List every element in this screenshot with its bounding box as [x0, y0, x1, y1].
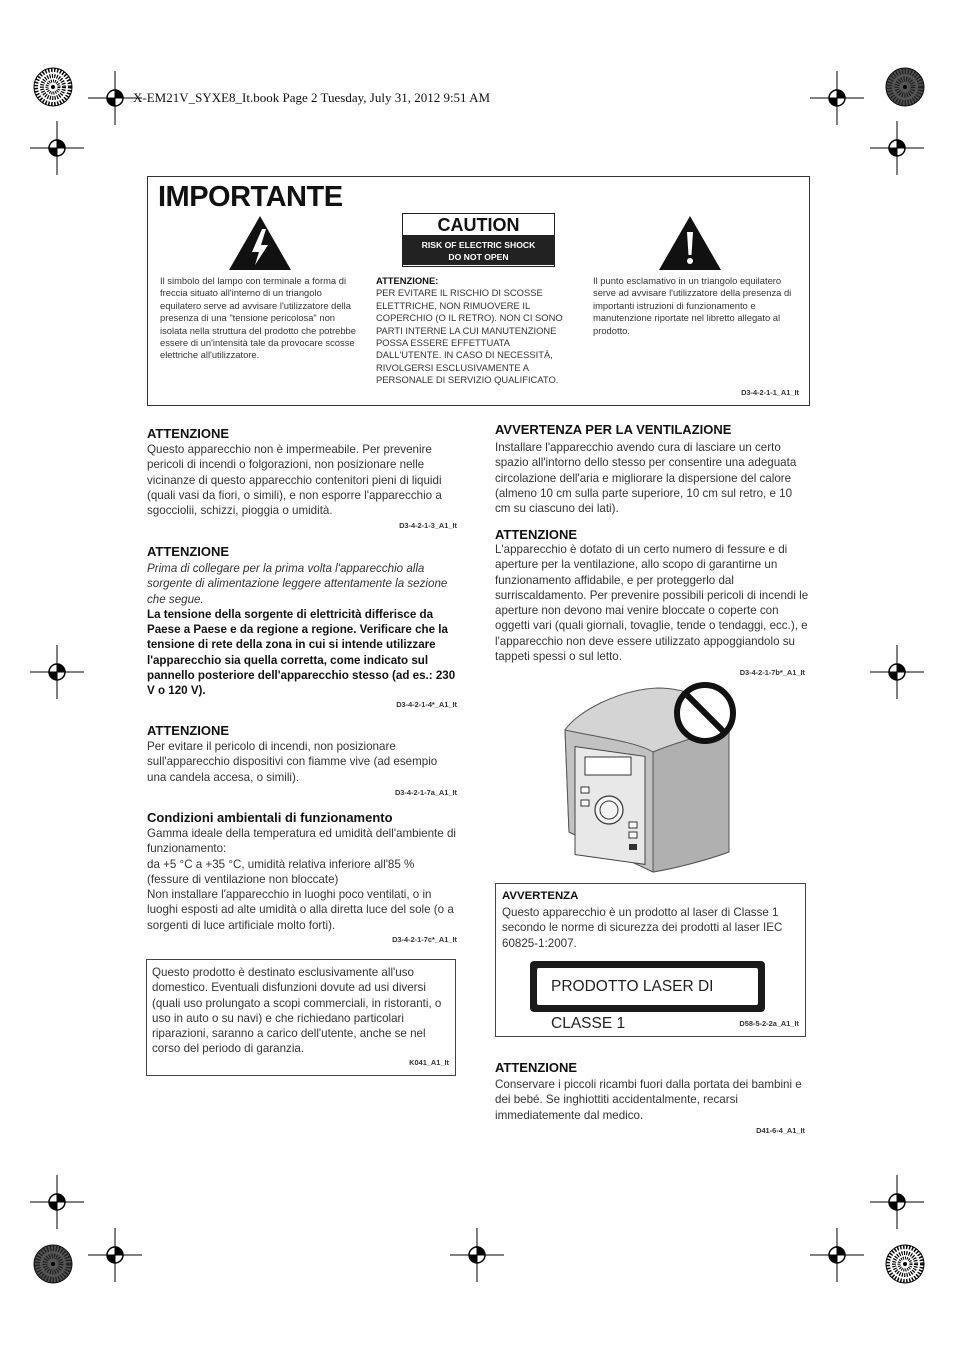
crosshair-mark-icon — [30, 121, 84, 175]
laser-class-label — [530, 961, 765, 1032]
left-s3-code: D3-4-2-1-7a_A1_It — [394, 788, 457, 797]
crosshair-mark-icon — [870, 1175, 924, 1229]
right-s2-title: ATTENZIONE — [495, 527, 578, 542]
caution-description — [376, 275, 574, 387]
registration-rosette-icon — [33, 67, 73, 107]
laser-warning-box — [495, 883, 806, 1037]
left-s4-title: Condizioni ambientali di funzionamento — [147, 810, 393, 825]
laser-warning-title: AVVERTENZA — [502, 890, 579, 902]
registration-rosette-icon — [885, 67, 925, 107]
left-s4-line1: Gamma ideale della temperatura ed umidità dell'ambiente di funzionamento: — [147, 827, 456, 856]
left-s2-bold: La tensione della sorgente di elettricità differisce da Paese a Paese e da regione a regione. Verificare che la tensione di rete della zona in cui si intende utilizzare l'apparecchio sia quella corretta, come indicato sul pannello posteriore dell'apparecchio stesso (ad es.: 230 V o 120 V). — [147, 607, 456, 698]
caution-description-head: ATTENZIONE: — [376, 275, 439, 286]
importante-code: D3-4-2-1-1_A1_It — [741, 388, 799, 397]
left-s2-title: ATTENZIONE — [147, 544, 230, 559]
importante-box — [147, 176, 810, 406]
crosshair-mark-icon — [810, 1228, 864, 1282]
domestic-use-text: Questo prodotto è destinato esclusivamente all'uso domestico. Eventuali disfunzioni dovute ad usi diversi (quali uso prolungato a scopi commerciali, in ristoranti, o uso in auto o su navi) e che richiedano particolari riparazioni, saranno a carico dell'utente, anche se nel corso del periodo di garanzia. — [152, 966, 442, 1056]
laser-warning-code: D58-5-2-2a_A1_It — [739, 1019, 799, 1028]
laser-warning-body: Questo apparecchio è un prodotto al laser di Classe 1 secondo le norme di sicurezza dei prodotti al laser IEC 60825-1:2007. — [502, 906, 783, 950]
crosshair-mark-icon — [870, 121, 924, 175]
left-s3-title: ATTENZIONE — [147, 723, 230, 738]
right-s1-body: Installare l'apparecchio avendo cura di lasciare un certo spazio all'intorno dello stesso per consentire una adeguata circolazione dell'aria e migliorare la dispersione del calore (almeno 10 cm sulla parte superiore, 10 cm sul retro, e 10 cm su ciascuno dei lati). — [495, 441, 797, 516]
domestic-use-code: K041_A1_It — [409, 1058, 449, 1067]
caution-label — [402, 213, 555, 267]
left-s4-body — [147, 826, 459, 933]
file-header: X-EM21V_SYXE8_It.book Page 2 Tuesday, July 31, 2012 9:51 AM — [133, 90, 491, 105]
laser-class-label-text: PRODOTTO LASER DI CLASSE 1 — [537, 968, 758, 1005]
right-s3-body: Conservare i piccoli ricambi fuori dalla portata dei bambini e dei bebé. Se inghiottiti accidentalmente, recarsi immediatemente dal medico. — [495, 1078, 802, 1122]
left-s4-line3: Non installare l'apparecchio in luoghi poco ventilati, o in luoghi esposti ad alte umidità o alla diretta luce del sole (o a sorgenti di luce artificiale molto forti). — [147, 888, 454, 932]
crosshair-mark-icon — [450, 1228, 504, 1282]
crosshair-mark-icon — [30, 645, 84, 699]
domestic-use-box — [146, 959, 456, 1076]
crosshair-mark-icon — [88, 1228, 142, 1282]
left-s2-italic: Prima di collegare per la prima volta l'apparecchio alla sorgente di alimentazione leggere attentamente la sezione che segue. — [147, 562, 448, 606]
left-s4-code: D3-4-2-1-7c*_A1_It — [392, 935, 457, 944]
left-s2-code: D3-4-2-1-4*_A1_It — [396, 700, 457, 709]
right-s1-title: AVVERTENZA PER LA VENTILAZIONE — [495, 422, 732, 437]
right-s2-code: D3-4-2-1-7b*_A1_It — [739, 668, 805, 677]
right-s3-code: D41-6-4_A1_It — [756, 1126, 805, 1135]
caution-line-1: RISK OF ELECTRIC SHOCK — [421, 240, 536, 250]
crosshair-mark-icon — [30, 1175, 84, 1229]
caution-line-2: DO NOT OPEN — [448, 252, 509, 262]
caution-description-body: PER EVITARE IL RISCHIO DI SCOSSE ELETTRICHE, NON RIMUOVERE IL COPERCHIO (O IL RETRO). NON CI SONO PARTI INTERNE LA CUI MANUTENZIONE POSSA ESSERE EFFETTUATA DALL'UTENTE. IN CASO DI NECESSITÀ, RIVOLGERSI ESCLUSIVAMENTE A PERSONALE DI SERVIZIO QUALIFICATO. — [376, 287, 563, 386]
left-s2-body — [147, 561, 459, 699]
registration-rosette-icon — [33, 1244, 73, 1284]
left-s1-title: ATTENZIONE — [147, 426, 230, 441]
caution-subtext — [403, 236, 554, 265]
prohibited-icon — [673, 681, 737, 745]
caution-word: CAUTION — [403, 214, 554, 236]
right-s2-body: L'apparecchio è dotato di un certo numero di fessure e di aperture per la ventilazione, allo scopo di garantirne un funzionamento affidabile, e per proteggerlo dal surriscaldamento. Per prevenire possibili pericoli di incendi le aperture non devono mai venire bloccate o coperte con oggetti vari (quali giornali, tovaglie, tende o tendaggi, ecc.), e l'apparecchio non deve essere utilizzato appoggiandolo su tappeti spessi o sul letto. — [495, 543, 809, 664]
crosshair-mark-icon — [870, 645, 924, 699]
left-s1-body: Questo apparecchio non è impermeabile. Per prevenire pericoli di incendi o folgorazioni, non posizionare nelle vicinanze di questo apparecchio contenitori pieni di liquidi (quali vasi da fiori, o simili), e non esporre l'apparecchio a sgocciolii, schizzi, pioggia o umidità. — [147, 443, 442, 518]
left-s4-line2: da +5 °C a +35 °C, umidità relativa inferiore all'85 % (fessure di ventilazione non bloccate) — [147, 857, 415, 886]
lightning-description: Il simbolo del lampo con terminale a forma di freccia situato all'interno di un triangolo equilatero serve ad avvisare l'utilizzatore della presenza di una "tensione pericolosa" non isolata nella struttura del prodotto che potrebbe essere di un'intensità tale da provocare scosse elettriche all'utilizzatore. — [160, 275, 356, 361]
exclamation-description: Il punto esclamativo in un triangolo equilatero serve ad avvisare l'utilizzatore della presenza di importanti istruzioni di funzionamento e manutenzione riportate nel libretto allegato al prodotto. — [593, 275, 792, 336]
left-s3-body: Per evitare il pericolo di incendi, non posizionare sull'apparecchio dispositivi con fiamme vive (ad esempio una candela accesa, o simili). — [147, 740, 438, 784]
crosshair-mark-icon — [88, 71, 142, 125]
crosshair-mark-icon — [810, 71, 864, 125]
exclamation-triangle-icon — [658, 215, 722, 271]
left-s1-code: D3-4-2-1-3_A1_It — [399, 521, 457, 530]
lightning-triangle-icon — [228, 215, 292, 271]
registration-rosette-icon — [885, 1244, 925, 1284]
right-s3-title: ATTENZIONE — [495, 1060, 578, 1075]
importante-title: IMPORTANTE — [158, 181, 343, 213]
